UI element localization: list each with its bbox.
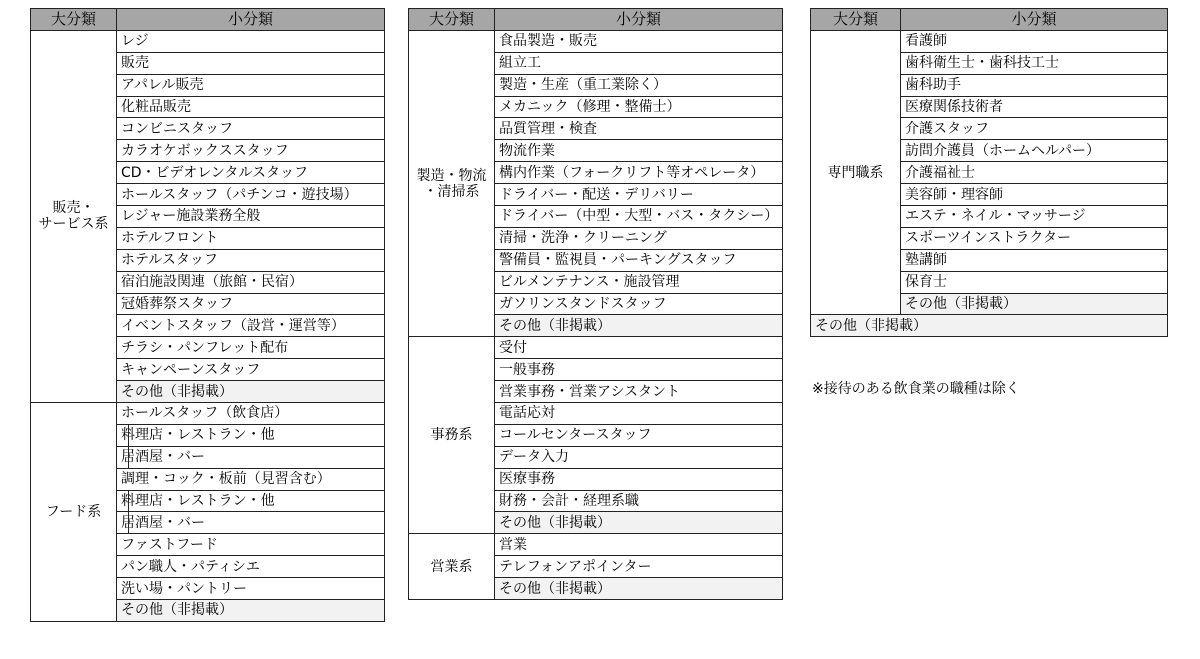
table-row xyxy=(31,30,385,52)
indent-guide-line xyxy=(128,446,129,468)
minor-category-cell: 物流作業 xyxy=(495,140,783,162)
minor-category-cell: ホテルフロント xyxy=(117,227,385,249)
minor-category-cell: 構内作業（フォークリフト等オペレータ） xyxy=(495,162,783,184)
minor-category-cell: ドライバー（中型・大型・バス・タクシー） xyxy=(495,206,783,228)
minor-category-cell: その他（非掲載） xyxy=(901,293,1168,315)
minor-category-cell: イベントスタッフ（設営・運営等） xyxy=(117,315,385,337)
minor-category-cell: 営業 xyxy=(495,534,783,556)
minor-category-cell: 調理・コック・板前（見習含む） xyxy=(117,468,385,490)
minor-category-cell: カラオケボックススタッフ xyxy=(117,140,385,162)
minor-category-cell: ビルメンテナンス・施設管理 xyxy=(495,271,783,293)
minor-category-cell: ホールスタッフ（飲食店） xyxy=(117,403,385,425)
minor-category-cell: 販売 xyxy=(117,52,385,74)
minor-category-cell: 電話応対 xyxy=(495,403,783,425)
minor-category-cell: 美容師・理容師 xyxy=(901,184,1168,206)
minor-category-cell: その他（非掲載） xyxy=(117,600,385,622)
minor-category-cell: 医療関係技術者 xyxy=(901,96,1168,118)
minor-category-cell: データ入力 xyxy=(495,446,783,468)
minor-category-cell: 看護師 xyxy=(901,30,1168,52)
minor-category-cell: 訪問介護員（ホームヘルパー） xyxy=(901,140,1168,162)
table-row xyxy=(811,30,1168,52)
minor-category-cell: 保育士 xyxy=(901,271,1168,293)
major-category-cell: 製造・物流 ・清掃系 xyxy=(409,30,495,336)
minor-category-cell: メカニック（修理・整備士） xyxy=(495,96,783,118)
header-major: 大分類 xyxy=(409,9,495,31)
table-row xyxy=(409,337,783,359)
minor-category-cell: 清掃・洗浄・クリーニング xyxy=(495,227,783,249)
minor-category-cell: パン職人・パティシエ xyxy=(117,556,385,578)
minor-category-cell: ファストフード xyxy=(117,534,385,556)
minor-category-cell: その他（非掲載） xyxy=(495,315,783,337)
table-row xyxy=(811,315,1168,337)
other-category-cell: その他（非掲載） xyxy=(811,315,1168,337)
minor-category-cell: キャンペーンスタッフ xyxy=(117,359,385,381)
minor-category-cell: 組立工 xyxy=(495,52,783,74)
minor-category-label: 料理店・レストラン・他 xyxy=(121,493,275,510)
major-category-cell: 専門職系 xyxy=(811,30,901,315)
indent-guide-line xyxy=(128,424,129,446)
table-row xyxy=(409,534,783,556)
table-row xyxy=(409,30,783,52)
indent-guide-line xyxy=(128,512,129,534)
minor-category-cell: 一般事務 xyxy=(495,359,783,381)
minor-category-label: 居酒屋・バー xyxy=(121,514,205,531)
minor-category-cell: 品質管理・検査 xyxy=(495,118,783,140)
header-minor: 小分類 xyxy=(117,9,385,31)
minor-category-cell: 歯科衛生士・歯科技工士 xyxy=(901,52,1168,74)
minor-category-cell xyxy=(117,424,385,446)
minor-category-cell: 洗い場・パントリー xyxy=(117,578,385,600)
minor-category-cell: CD・ビデオレンタルスタッフ xyxy=(117,162,385,184)
minor-category-cell: 塾講師 xyxy=(901,249,1168,271)
category-table-2 xyxy=(408,8,783,600)
minor-category-cell: アパレル販売 xyxy=(117,74,385,96)
minor-category-cell: レジ xyxy=(117,30,385,52)
minor-category-cell: 警備員・監視員・パーキングスタッフ xyxy=(495,249,783,271)
category-table-1 xyxy=(30,8,385,622)
header-major: 大分類 xyxy=(811,9,901,31)
minor-category-cell: チラシ・パンフレット配布 xyxy=(117,337,385,359)
minor-category-cell: 受付 xyxy=(495,337,783,359)
minor-category-cell: 介護福祉士 xyxy=(901,162,1168,184)
minor-category-cell: 介護スタッフ xyxy=(901,118,1168,140)
minor-category-cell: その他（非掲載） xyxy=(495,512,783,534)
minor-category-cell: 製造・生産（重工業除く） xyxy=(495,74,783,96)
minor-category-cell: ホテルスタッフ xyxy=(117,249,385,271)
minor-category-cell xyxy=(117,512,385,534)
minor-category-cell: 宿泊施設関連（旅館・民宿） xyxy=(117,271,385,293)
minor-category-label: 居酒屋・バー xyxy=(121,449,205,466)
minor-category-cell: 化粧品販売 xyxy=(117,96,385,118)
major-category-cell: 営業系 xyxy=(409,534,495,600)
exclusion-note: ※接待のある飲食業の職種は除く xyxy=(812,381,1020,397)
table-row xyxy=(31,403,385,425)
minor-category-cell: その他（非掲載） xyxy=(495,578,783,600)
header-minor: 小分類 xyxy=(495,9,783,31)
minor-category-cell: ホールスタッフ（パチンコ・遊技場） xyxy=(117,184,385,206)
minor-category-cell: 財務・会計・経理系職 xyxy=(495,490,783,512)
major-category-cell: 事務系 xyxy=(409,337,495,534)
minor-category-cell: ガソリンスタンドスタッフ xyxy=(495,293,783,315)
minor-category-cell: 食品製造・販売 xyxy=(495,30,783,52)
indent-guide-line xyxy=(128,490,129,512)
header-major: 大分類 xyxy=(31,9,117,31)
minor-category-cell xyxy=(117,446,385,468)
minor-category-cell xyxy=(117,490,385,512)
minor-category-cell: コンビニスタッフ xyxy=(117,118,385,140)
minor-category-cell: エステ・ネイル・マッサージ xyxy=(901,206,1168,228)
minor-category-label: 料理店・レストラン・他 xyxy=(121,427,275,444)
minor-category-cell: ドライバー・配送・デリバリー xyxy=(495,184,783,206)
major-category-cell: 販売・ サービス系 xyxy=(31,30,117,402)
minor-category-cell: 医療事務 xyxy=(495,468,783,490)
minor-category-cell: テレフォンアポインター xyxy=(495,556,783,578)
header-minor: 小分類 xyxy=(901,9,1168,31)
minor-category-cell: スポーツインストラクター xyxy=(901,227,1168,249)
minor-category-cell: 営業事務・営業アシスタント xyxy=(495,381,783,403)
minor-category-cell: コールセンタースタッフ xyxy=(495,424,783,446)
minor-category-cell: 歯科助手 xyxy=(901,74,1168,96)
minor-category-cell: レジャー施設業務全般 xyxy=(117,206,385,228)
category-table-3 xyxy=(810,8,1168,337)
minor-category-cell: その他（非掲載） xyxy=(117,381,385,403)
major-category-cell: フード系 xyxy=(31,403,117,622)
minor-category-cell: 冠婚葬祭スタッフ xyxy=(117,293,385,315)
